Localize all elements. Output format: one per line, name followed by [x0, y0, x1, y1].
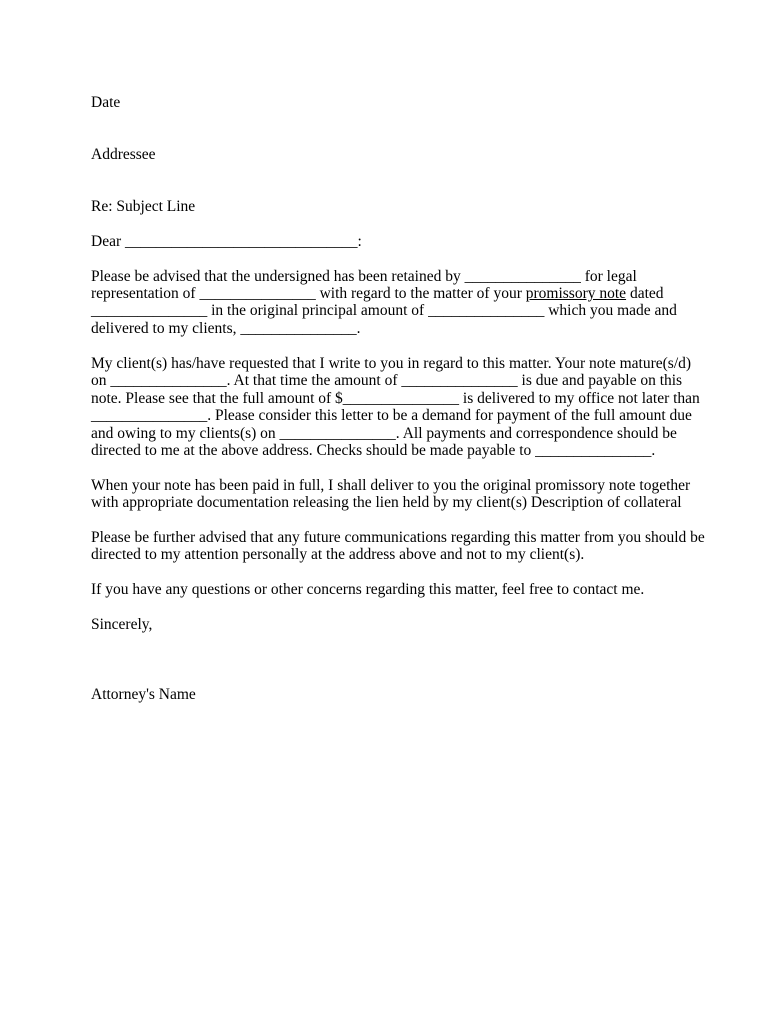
- salutation-line: Dear ______________________________:: [91, 233, 362, 250]
- para1-line2-start: representation of _______________ with regard to the matter of your: [91, 285, 526, 302]
- para5-line1: If you have any questions or other concerns regarding this matter, feel free to contact me.: [91, 581, 645, 598]
- para2-line1: My client(s) has/have requested that I write to you in regard to this matter. Your note mature(s/d): [91, 355, 692, 372]
- attorney-name: Attorney's Name: [91, 686, 196, 703]
- para2-line2: on _______________. At that time the amount of _______________ is due and payable on this: [91, 372, 683, 389]
- para2-line4: _______________. Please consider this letter to be a demand for payment of the full amount due: [91, 407, 692, 424]
- para2-line5: and owing to my clients(s) on _______________. All payments and correspondence should be: [91, 425, 677, 442]
- para2-line3: note. Please see that the full amount of $_______________ is delivered to my office not later than: [91, 390, 700, 407]
- para3-line2: with appropriate documentation releasing the lien held by my client(s) Description of collateral: [91, 494, 682, 511]
- para1-line4: delivered to my clients, _______________.: [91, 320, 361, 337]
- para4-line2: directed to my attention personally at the address above and not to my client(s).: [91, 546, 585, 563]
- sincerely-line: Sincerely,: [91, 616, 153, 633]
- date-line: Date: [91, 94, 121, 111]
- para1-line2-end: dated: [626, 285, 664, 302]
- subject-line: Re: Subject Line: [91, 198, 196, 215]
- para1-line2: [91, 285, 664, 303]
- para3-line1: When your note has been paid in full, I shall deliver to you the original promissory note together: [91, 477, 691, 494]
- para4-line1: Please be further advised that any future communications regarding this matter from you should be: [91, 529, 705, 546]
- para1-line1: Please be advised that the undersigned has been retained by _______________ for legal: [91, 268, 637, 285]
- addressee-line: Addressee: [91, 146, 156, 163]
- para1-line3: _______________ in the original principal amount of _______________ which you made and: [91, 302, 677, 319]
- promissory-note-link[interactable]: promissory note: [525, 285, 627, 302]
- para2-line6: directed to me at the above address. Checks should be made payable to _______________.: [91, 442, 656, 459]
